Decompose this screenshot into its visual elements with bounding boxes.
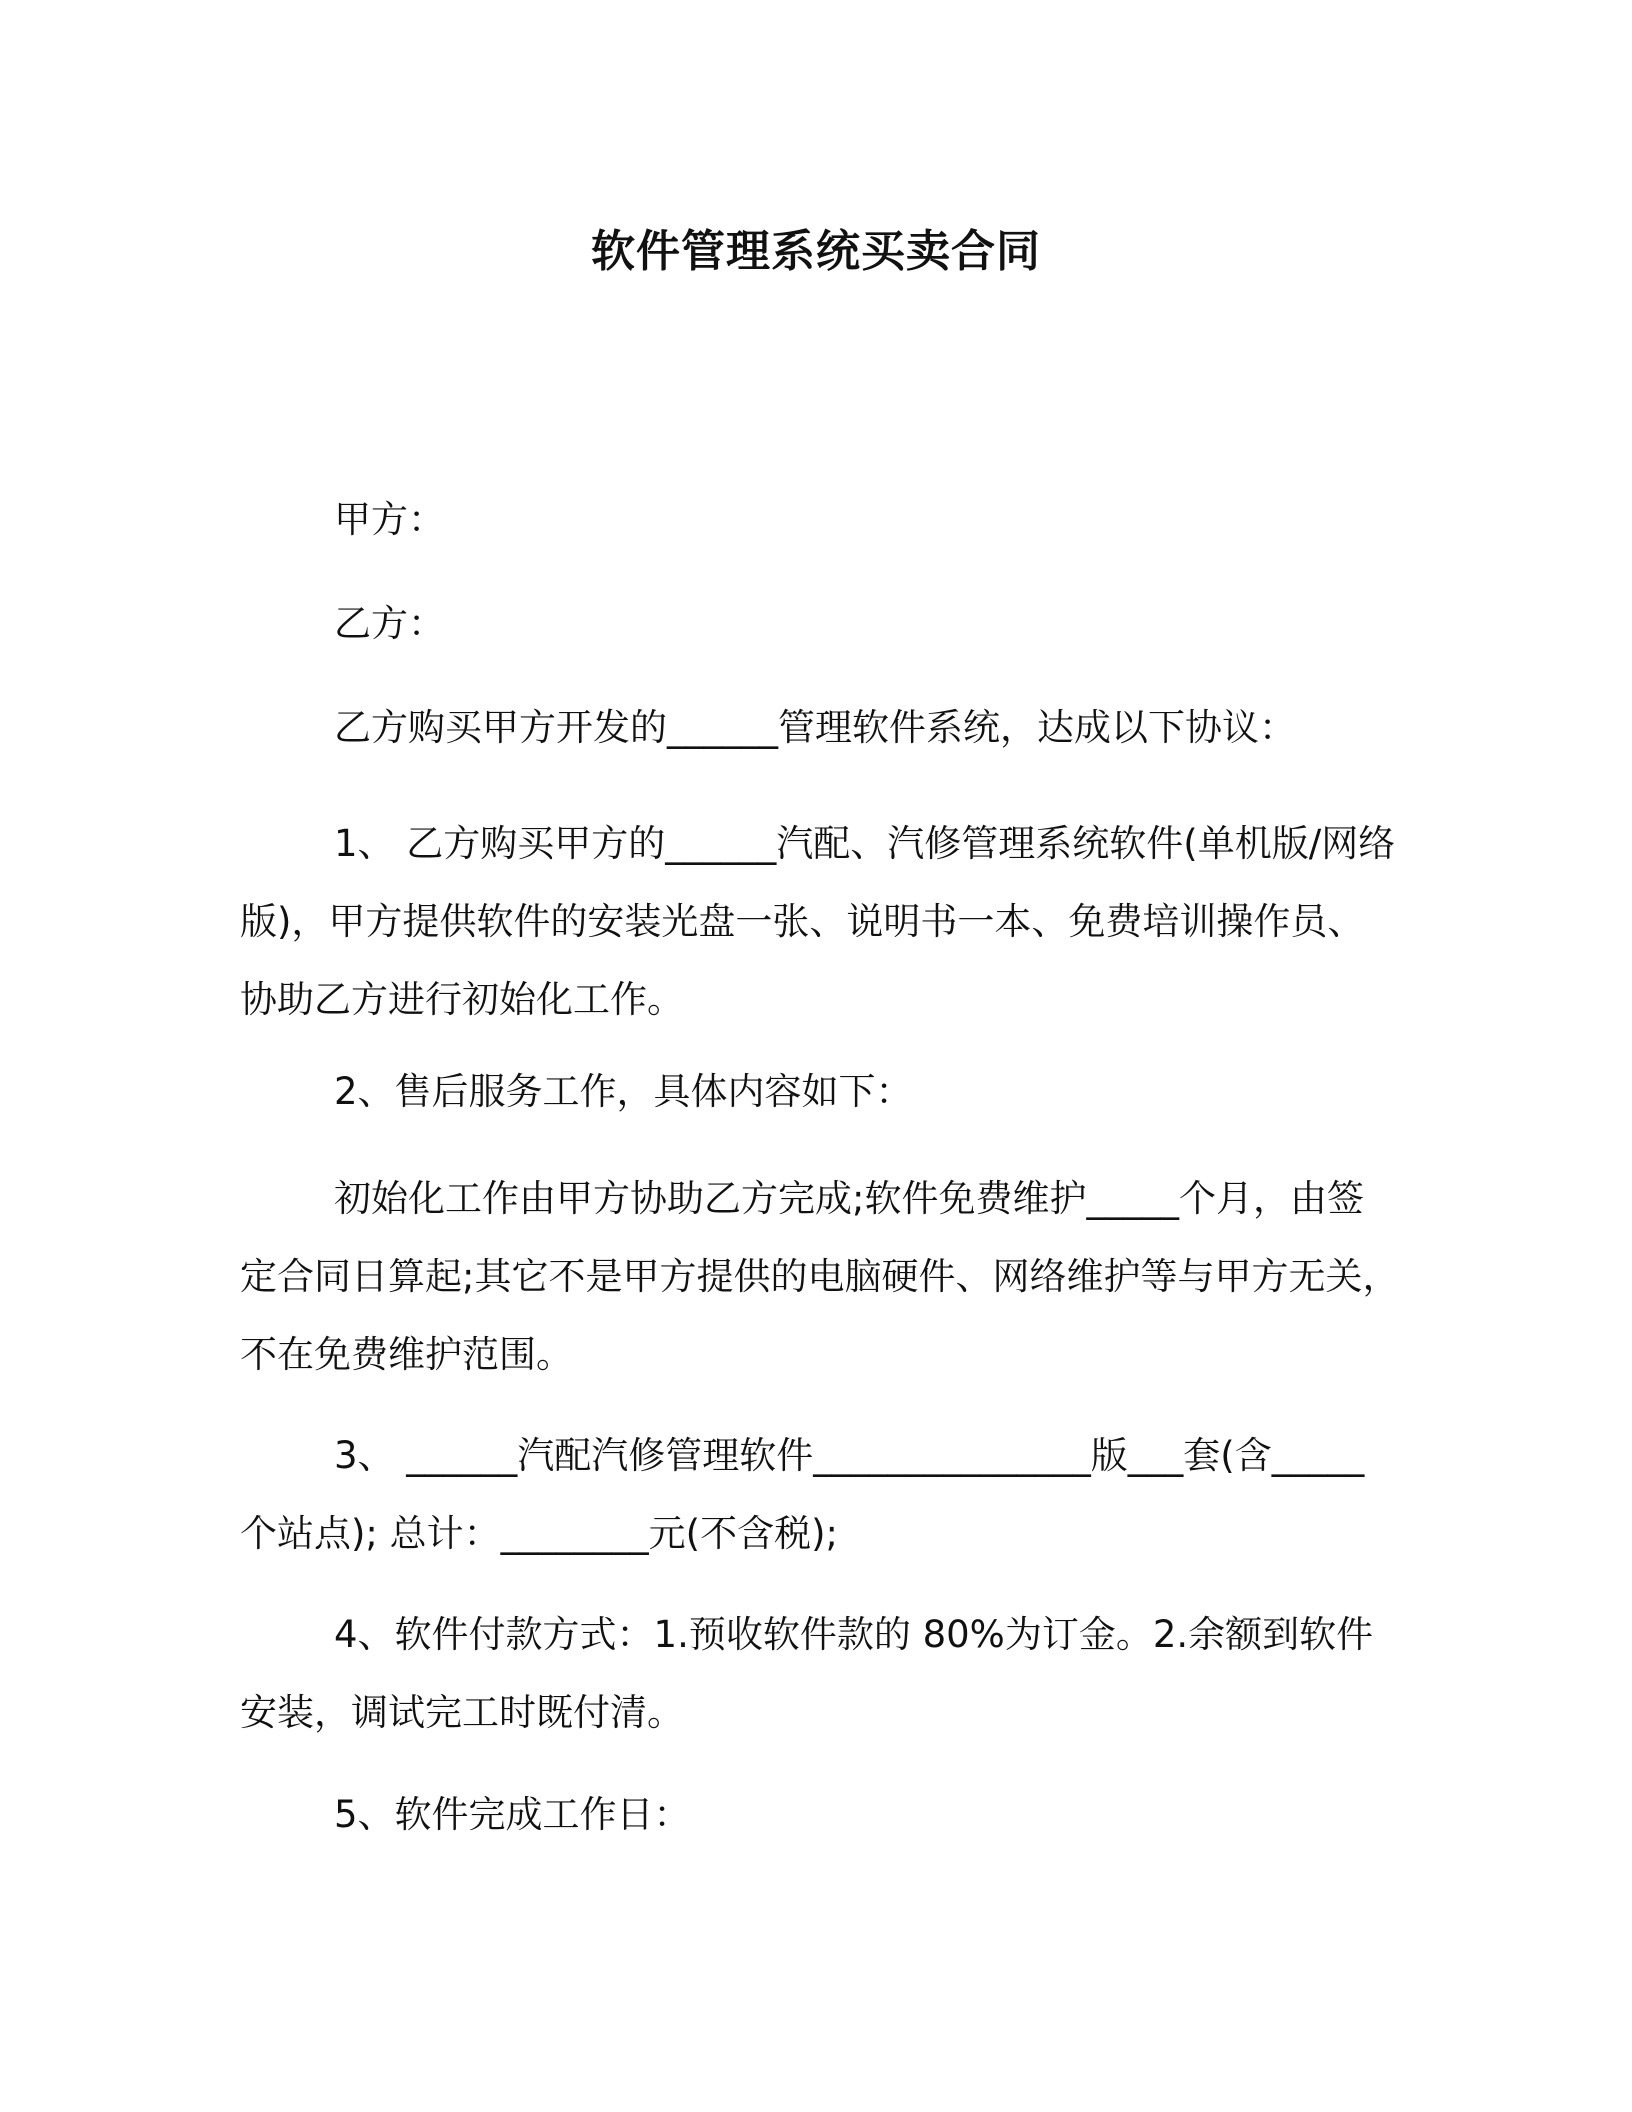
agreement-intro: 乙方购买甲方开发的______管理软件系统，达成以下协议： — [334, 706, 1296, 749]
clause-5: 5、软件完成工作日： — [334, 1793, 691, 1836]
clause-4: 4、软件付款方式：1.预收软件款的 80%为订金。2.余额到软件安装，调试完工时既付清。 — [240, 1613, 1374, 1734]
document-title: 软件管理系统买卖合同 — [591, 226, 1041, 277]
clause-2-detail: 初始化工作由甲方协助乙方完成;软件免费维护_____个月，由签定合同日算起;其它不是甲方提供的电脑硬件、网络维护等与甲方无关，不在免费维护范围。 — [240, 1177, 1400, 1376]
clause-2: 2、售后服务工作，具体内容如下： — [334, 1070, 913, 1113]
clause-3: 3、 ______汽配汽修管理软件_______________版___套(含_____个站点); 总计：________元(不含税); — [240, 1434, 1365, 1555]
party-a-label: 甲方： — [334, 498, 445, 541]
party-b-label: 乙方： — [334, 602, 445, 645]
clause-1: 1、 乙方购买甲方的______汽配、汽修管理系统软件(单机版/网络版)，甲方提供软件的安装光盘一张、说明书一本、免费培训操作员、协助乙方进行初始化工作。 — [240, 822, 1396, 1021]
